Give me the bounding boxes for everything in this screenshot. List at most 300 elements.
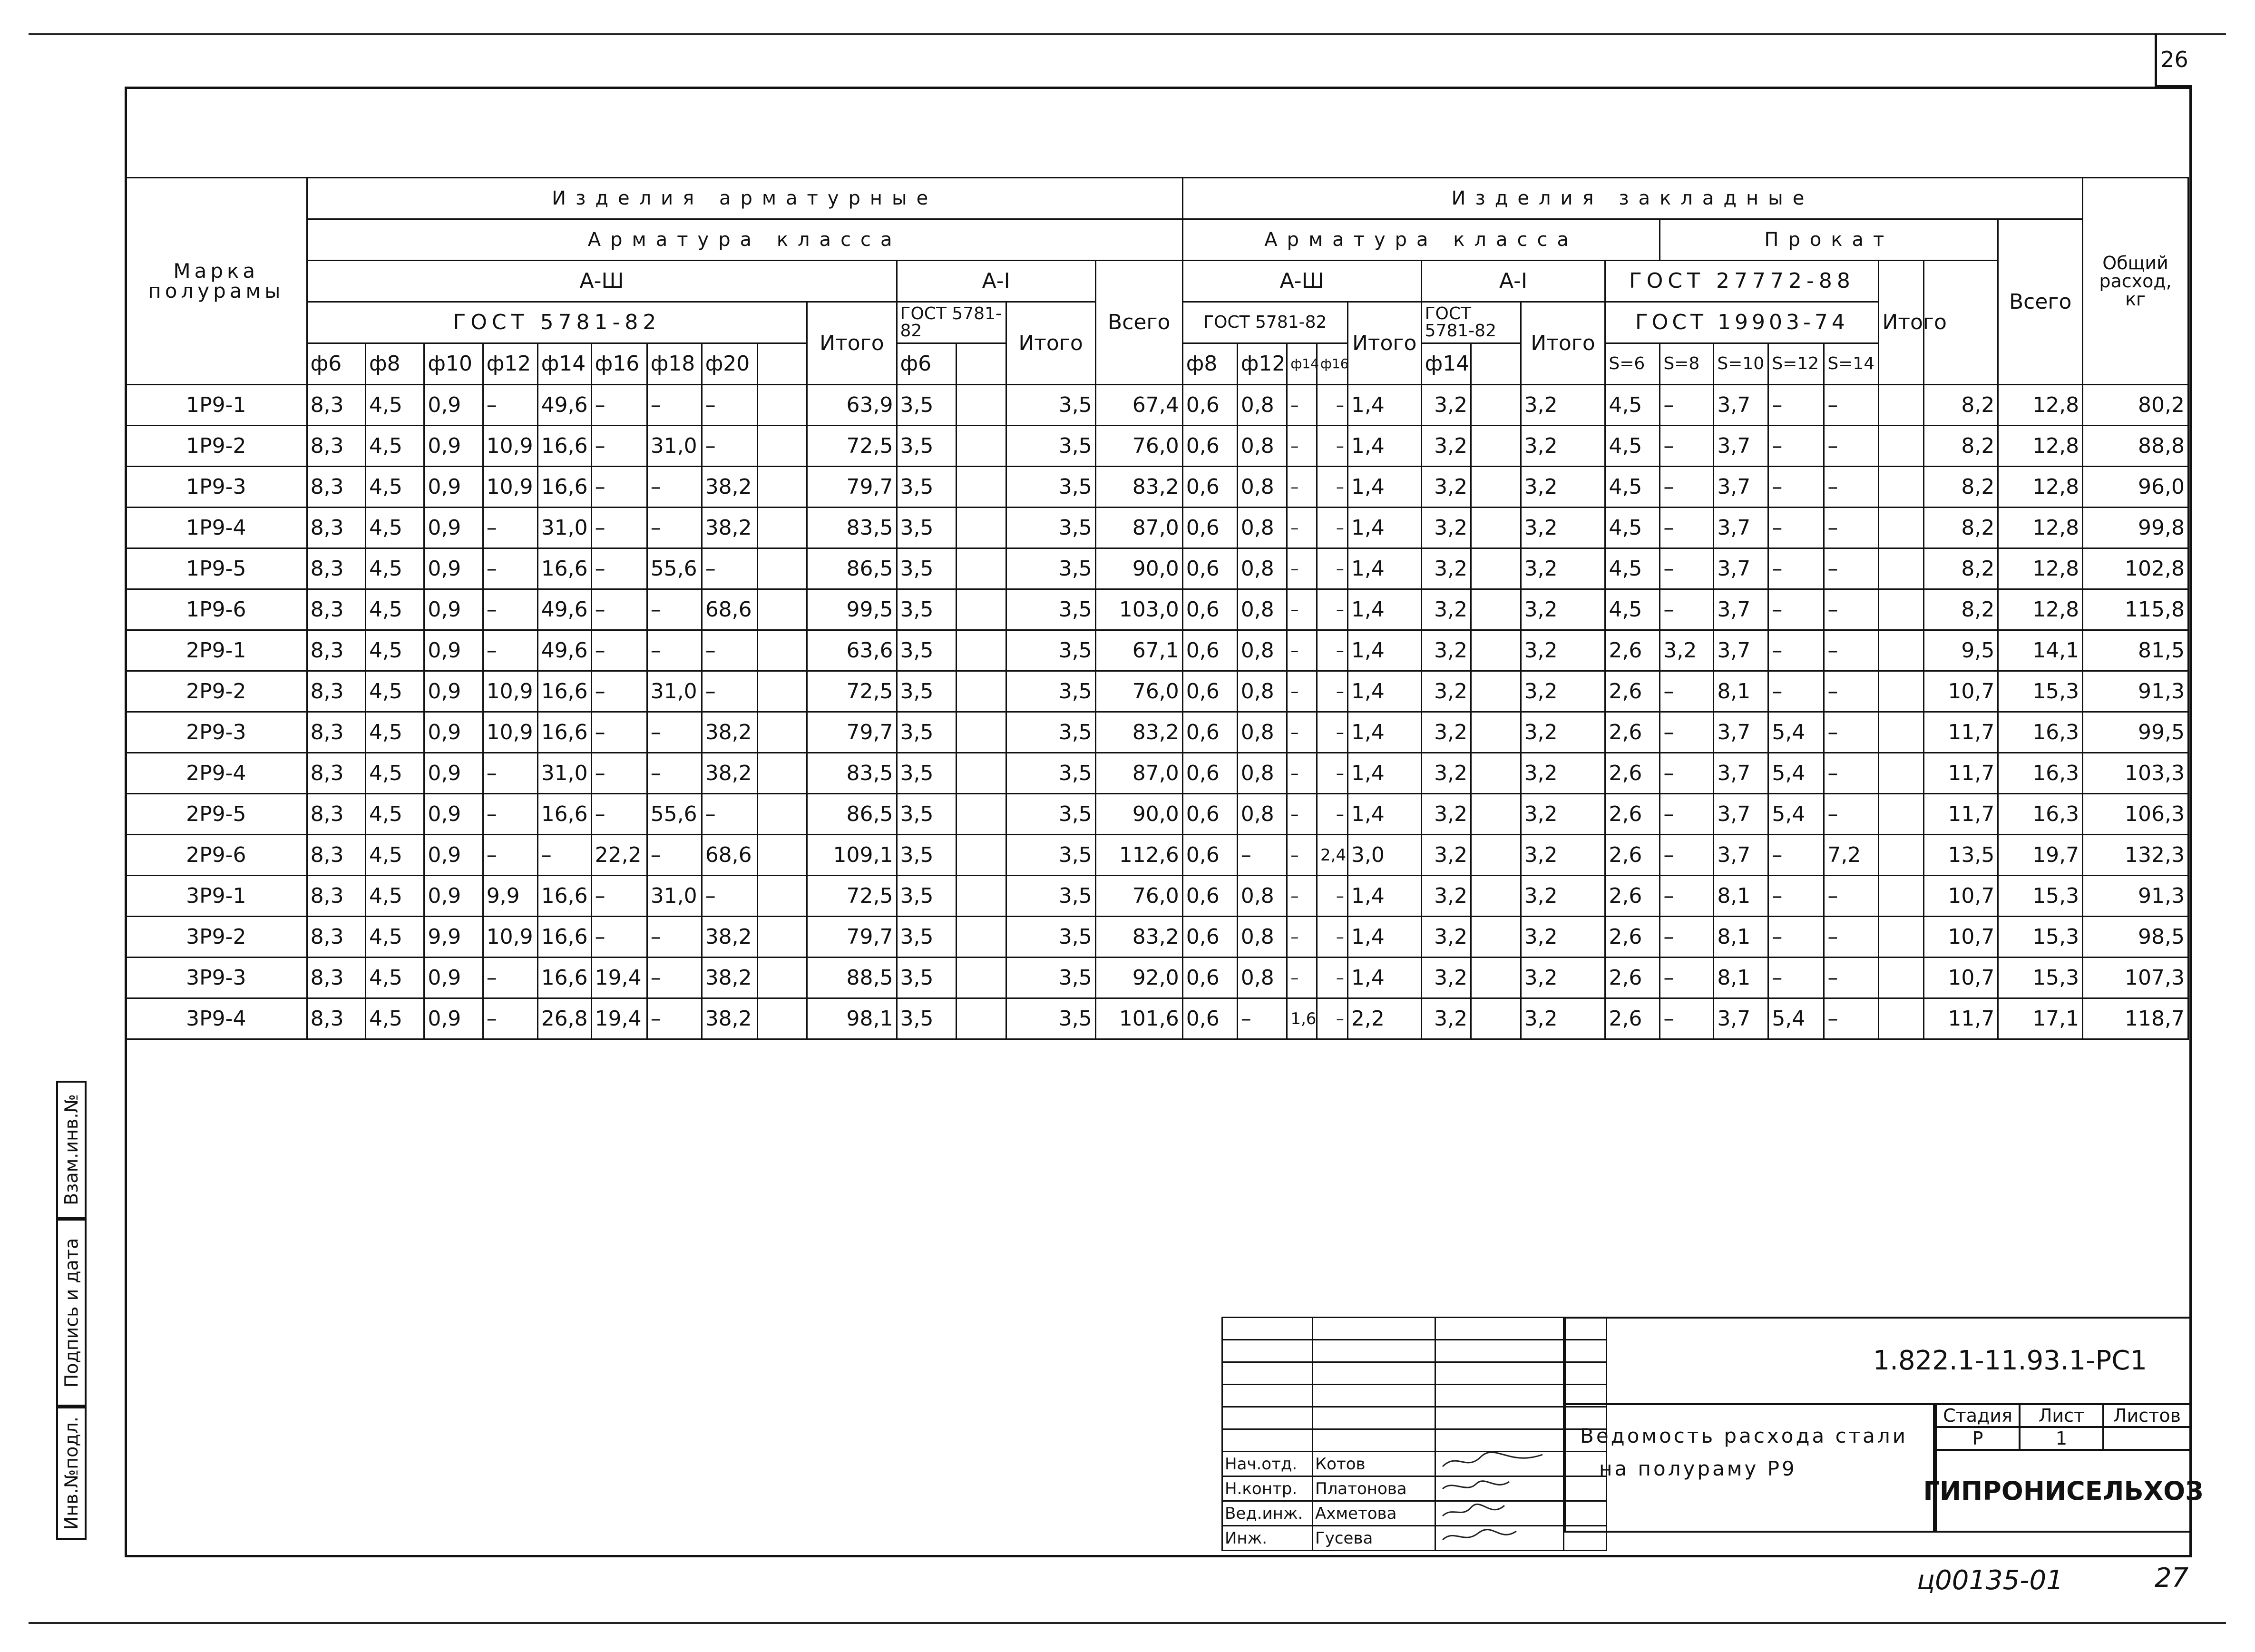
table-cell: 0,6 [1182, 426, 1237, 467]
table-cell: – [1287, 876, 1317, 917]
header-diam-12: ф12 [483, 343, 537, 385]
table-cell: 88,8 [2083, 426, 2188, 467]
header-gost-a1: ГОСТ 5781-82 [897, 302, 1006, 343]
table-cell: – [483, 508, 537, 548]
table-cell: 22,2 [591, 835, 647, 876]
empty-cell [757, 835, 807, 876]
table-cell: 99,8 [2083, 508, 2188, 548]
table-cell: 3,5 [1006, 998, 1095, 1039]
table-cell: – [1824, 589, 1879, 630]
table-cell: 2,6 [1605, 671, 1660, 712]
table-cell: – [647, 712, 702, 753]
table-cell: 0,6 [1182, 630, 1237, 671]
table-row [126, 671, 2188, 712]
name-1: Платонова [1313, 1476, 1435, 1501]
empty-cell [757, 630, 807, 671]
header-zak-diam-8: ф8 [1182, 343, 1237, 385]
table-cell: – [1317, 508, 1348, 548]
table-cell: 16,6 [537, 917, 591, 958]
table-cell: 4,5 [365, 753, 424, 794]
table-cell: 0,8 [1237, 385, 1287, 426]
table-cell: 3,5 [1006, 426, 1095, 467]
table-cell: 8,3 [307, 630, 365, 671]
sheet-number-box [2155, 33, 2192, 88]
table-cell: 3,2 [1421, 876, 1471, 917]
table-cell: 3,7 [1714, 630, 1768, 671]
table-cell: 11,7 [1923, 794, 1998, 835]
table-cell: 0,9 [424, 385, 483, 426]
table-cell: 2,6 [1605, 794, 1660, 835]
org-name: ГИПРОНИСЕЛЬХОЗ [1923, 1476, 2204, 1506]
table-cell: 3,5 [897, 548, 956, 589]
org-cell [1923, 1449, 2204, 1533]
table-cell: 1,6 [1287, 998, 1317, 1039]
table-cell: 3,5 [897, 630, 956, 671]
table-cell: 3,2 [1521, 712, 1605, 753]
table-cell: 3,5 [1006, 712, 1095, 753]
table-cell: – [647, 630, 702, 671]
table-cell: 3,5 [897, 712, 956, 753]
table-cell: 3,2 [1521, 998, 1605, 1039]
table-cell: 72,5 [807, 426, 897, 467]
table-cell: 3,7 [1714, 835, 1768, 876]
table-cell: 112,6 [1095, 835, 1182, 876]
table-cell: 13,5 [1923, 835, 1998, 876]
table-row [126, 548, 2188, 589]
table-cell: 3,2 [1421, 917, 1471, 958]
table-cell: 49,6 [537, 630, 591, 671]
header-arm-klassa-2: Арматура класса [1182, 219, 1660, 261]
side-box-inv [56, 1407, 87, 1540]
table-cell: 10,9 [483, 467, 537, 508]
table-cell: 68,6 [702, 589, 757, 630]
table-cell: 0,6 [1182, 835, 1237, 876]
table-cell: 3,0 [1347, 835, 1421, 876]
doc-title-line-2: на полураму Р9 [1599, 1457, 1797, 1480]
table-cell: 3,2 [1521, 835, 1605, 876]
signature-3 [1435, 1526, 1564, 1551]
header-itogo-prokat: Итого [1879, 261, 1923, 385]
empty-cell [956, 753, 1006, 794]
table-cell: 68,6 [702, 835, 757, 876]
table-cell: 2,6 [1605, 958, 1660, 998]
table-cell: 9,9 [424, 917, 483, 958]
table-cell: – [647, 385, 702, 426]
table-cell: 0,8 [1237, 712, 1287, 753]
table-cell: – [483, 794, 537, 835]
table-cell: – [1824, 426, 1879, 467]
table-cell: 11,7 [1923, 753, 1998, 794]
sheet-label: Лист [2038, 1405, 2085, 1426]
table-cell: 1,4 [1347, 589, 1421, 630]
table-cell: – [647, 753, 702, 794]
table-cell: 4,5 [365, 426, 424, 467]
table-cell: 88,5 [807, 958, 897, 998]
table-cell: – [1660, 385, 1714, 426]
table-cell: 4,5 [365, 835, 424, 876]
table-cell: – [1660, 548, 1714, 589]
table-cell: 72,5 [807, 671, 897, 712]
table-cell: – [1317, 998, 1348, 1039]
table-cell: 0,8 [1237, 876, 1287, 917]
empty-cell [757, 917, 807, 958]
table-cell: – [1824, 508, 1879, 548]
table-cell: 8,3 [307, 385, 365, 426]
header-gost-zak-a1: ГОСТ 5781-82 [1421, 302, 1521, 343]
table-cell: 19,4 [591, 958, 647, 998]
table-cell: – [1317, 794, 1348, 835]
table-cell: 3,2 [1421, 548, 1471, 589]
table-row [126, 998, 2188, 1039]
table-cell: 3,2 [1421, 794, 1471, 835]
empty-cell [1879, 630, 1923, 671]
row-mark: 1Р9-5 [126, 548, 307, 589]
table-cell: 26,8 [537, 998, 591, 1039]
table-cell: 83,5 [807, 753, 897, 794]
table-cell: 19,7 [1998, 835, 2083, 876]
table-cell: 132,3 [2083, 835, 2188, 876]
table-cell: 5,4 [1768, 794, 1824, 835]
table-cell: 12,8 [1998, 426, 2083, 467]
table-cell: 16,6 [537, 876, 591, 917]
table-cell: 3,7 [1714, 508, 1768, 548]
table-cell: 3,2 [1421, 589, 1471, 630]
table-cell: – [1768, 426, 1824, 467]
table-cell: 1,4 [1347, 958, 1421, 998]
table-cell: 0,6 [1182, 876, 1237, 917]
table-cell: 3,2 [1421, 835, 1471, 876]
table-cell: – [702, 548, 757, 589]
table-cell: 10,7 [1923, 917, 1998, 958]
table-cell: – [1287, 671, 1317, 712]
empty-cell [757, 794, 807, 835]
empty-cell [1879, 385, 1923, 426]
table-cell: – [1287, 630, 1317, 671]
table-cell: – [1660, 753, 1714, 794]
header-diam-14: ф14 [537, 343, 591, 385]
table-cell: 4,5 [1605, 385, 1660, 426]
header-gost-19903: ГОСТ 19903-74 [1605, 302, 1879, 343]
table-cell: 1,4 [1347, 508, 1421, 548]
empty-cell [757, 671, 807, 712]
table-cell: – [1660, 958, 1714, 998]
name-3: Гусева [1313, 1526, 1435, 1551]
table-cell: – [1317, 426, 1348, 467]
header-vsego-arm: Всего [1095, 261, 1182, 385]
table-cell: 76,0 [1095, 426, 1182, 467]
table-cell: – [483, 548, 537, 589]
table-cell: 3,5 [897, 753, 956, 794]
table-cell: 0,9 [424, 548, 483, 589]
header-a3: А-Ш [307, 261, 897, 302]
table-cell: 0,9 [424, 876, 483, 917]
table-cell: 90,0 [1095, 548, 1182, 589]
side-box-vzam [56, 1081, 87, 1219]
header-s-12: S=12 [1768, 343, 1824, 385]
table-cell: – [1317, 753, 1348, 794]
empty-cell [757, 548, 807, 589]
table-cell: – [1287, 548, 1317, 589]
table-cell: – [1768, 835, 1824, 876]
table-cell: – [1287, 794, 1317, 835]
table-cell: 86,5 [807, 548, 897, 589]
table-cell: 3,2 [1521, 958, 1605, 998]
table-cell: 87,0 [1095, 753, 1182, 794]
table-cell: – [1660, 712, 1714, 753]
header-mark: Марка полурамы [126, 178, 307, 385]
header-zak-a1-diam: ф14 [1421, 343, 1471, 385]
table-cell: 3,2 [1521, 548, 1605, 589]
data-rows [126, 385, 2188, 1039]
table-cell: 8,1 [1714, 671, 1768, 712]
header-itogo-a3: Итого [807, 302, 897, 385]
table-cell: 83,2 [1095, 917, 1182, 958]
table-cell: 9,5 [1923, 630, 1998, 671]
row-mark: 1Р9-1 [126, 385, 307, 426]
table-cell: 115,8 [2083, 589, 2188, 630]
table-cell: – [1287, 958, 1317, 998]
empty-cell [1879, 712, 1923, 753]
table-cell: – [591, 467, 647, 508]
table-cell: 0,9 [424, 958, 483, 998]
table-cell: 4,5 [1605, 589, 1660, 630]
empty-cell [757, 589, 807, 630]
table-cell: 10,9 [483, 712, 537, 753]
table-cell: – [1660, 917, 1714, 958]
table-cell: 3,2 [1421, 958, 1471, 998]
empty-cell [1471, 958, 1521, 998]
table-cell: – [1768, 589, 1824, 630]
table-cell: 8,3 [307, 835, 365, 876]
table-cell: 16,3 [1998, 712, 2083, 753]
header-zak-diam-14: ф14 [1287, 343, 1317, 385]
table-cell: – [1824, 671, 1879, 712]
table-cell: 8,3 [307, 467, 365, 508]
table-cell: 19,4 [591, 998, 647, 1039]
empty-cell [1879, 876, 1923, 917]
table-cell: 4,5 [365, 589, 424, 630]
table-cell: 1,4 [1347, 548, 1421, 589]
table-cell: 16,6 [537, 548, 591, 589]
table-row [126, 876, 2188, 917]
empty-cell [956, 712, 1006, 753]
empty-cell [1471, 753, 1521, 794]
empty-cell [1879, 589, 1923, 630]
empty-cell [1471, 548, 1521, 589]
table-cell: 3,5 [897, 958, 956, 998]
table-cell: 4,5 [1605, 508, 1660, 548]
table-cell: 3,5 [1006, 753, 1095, 794]
table-cell: – [1768, 630, 1824, 671]
table-cell: – [1824, 876, 1879, 917]
table-cell: 3,5 [1006, 589, 1095, 630]
empty-cell [1471, 917, 1521, 958]
header-gost-27772: ГОСТ 27772-88 [1605, 261, 1879, 302]
row-mark: 2Р9-5 [126, 794, 307, 835]
table-cell: 12,8 [1998, 467, 2083, 508]
table-cell: 98,5 [2083, 917, 2188, 958]
table-cell: – [647, 998, 702, 1039]
table-cell: 31,0 [647, 426, 702, 467]
header-arm-klassa-1: Арматура класса [307, 219, 1182, 261]
table-cell: 67,4 [1095, 385, 1182, 426]
table-cell: 3,7 [1714, 589, 1768, 630]
signature-1 [1435, 1476, 1564, 1501]
table-cell: 91,3 [2083, 876, 2188, 917]
table-cell: – [1317, 630, 1348, 671]
side-label-podpis: Подпись и дата [61, 1238, 82, 1388]
stage-value: Р [1972, 1428, 1983, 1449]
table-row [126, 712, 2188, 753]
table-cell: 76,0 [1095, 876, 1182, 917]
table-cell: 0,8 [1237, 508, 1287, 548]
sheet-cell [2019, 1426, 2104, 1451]
table-cell: 106,3 [2083, 794, 2188, 835]
side-label-inv: Инв.№подл. [61, 1416, 82, 1530]
table-cell: 3,2 [1521, 630, 1605, 671]
role-1: Н.контр. [1222, 1476, 1313, 1501]
table-cell: 3,2 [1521, 508, 1605, 548]
table-cell: – [537, 835, 591, 876]
table-cell: – [702, 671, 757, 712]
table-cell: 16,6 [537, 671, 591, 712]
signature-0 [1435, 1452, 1564, 1476]
header-vsego-zak: Всего [1998, 219, 2083, 385]
header-empty-a3 [757, 343, 807, 385]
table-cell: – [647, 589, 702, 630]
table-cell: 1,4 [1347, 630, 1421, 671]
table-cell: 0,9 [424, 753, 483, 794]
table-cell: 4,5 [365, 671, 424, 712]
table-cell: 3,5 [1006, 671, 1095, 712]
table-cell: – [1317, 589, 1348, 630]
table-cell: 3,5 [1006, 835, 1095, 876]
table-cell: – [702, 794, 757, 835]
empty-cell [1879, 548, 1923, 589]
empty-cell [757, 712, 807, 753]
table-cell: – [1317, 385, 1348, 426]
sheets-cell [2102, 1426, 2192, 1451]
empty-cell [1879, 835, 1923, 876]
table-cell: 3,2 [1521, 753, 1605, 794]
table-cell: – [483, 385, 537, 426]
table-row [126, 753, 2188, 794]
table-cell: 3,2 [1521, 876, 1605, 917]
table-cell: – [591, 589, 647, 630]
header-zak-diam-16: ф16 [1317, 343, 1348, 385]
table-cell: 0,9 [424, 671, 483, 712]
table-cell: 3,5 [1006, 876, 1095, 917]
table-cell: 1,4 [1347, 385, 1421, 426]
table-cell: – [591, 426, 647, 467]
header-diam-16: ф16 [591, 343, 647, 385]
table-row [126, 426, 2188, 467]
table-cell: – [1768, 876, 1824, 917]
sheet-value: 1 [2055, 1428, 2068, 1449]
table-cell: 4,5 [365, 712, 424, 753]
table-cell: – [1824, 958, 1879, 998]
table-cell: – [1287, 385, 1317, 426]
table-cell: – [1824, 753, 1879, 794]
header-zak-a3: А-Ш [1182, 261, 1421, 302]
table-cell: 8,3 [307, 589, 365, 630]
table-cell: – [1237, 998, 1287, 1039]
empty-cell [1471, 508, 1521, 548]
table-cell: 101,6 [1095, 998, 1182, 1039]
header-total: Общий расход, кг [2083, 178, 2188, 385]
table-cell: – [1660, 508, 1714, 548]
table-cell: 3,5 [1006, 548, 1095, 589]
table-cell: 8,1 [1714, 917, 1768, 958]
table-cell: 83,2 [1095, 467, 1182, 508]
table-cell: 8,3 [307, 917, 365, 958]
table-cell: – [591, 917, 647, 958]
table-cell: 1,4 [1347, 794, 1421, 835]
row-mark: 1Р9-6 [126, 589, 307, 630]
table-cell: 17,1 [1998, 998, 2083, 1039]
table-cell: 86,5 [807, 794, 897, 835]
table-cell: 0,8 [1237, 671, 1287, 712]
empty-cell [956, 958, 1006, 998]
table-cell: 3,5 [897, 876, 956, 917]
table-cell: 99,5 [807, 589, 897, 630]
bottom-rule [29, 1622, 2226, 1624]
table-cell: 0,9 [424, 426, 483, 467]
name-2: Ахметова [1313, 1501, 1435, 1526]
table-cell: – [1768, 671, 1824, 712]
empty-cell [1879, 958, 1923, 998]
table-cell: 3,5 [1006, 917, 1095, 958]
table-cell: – [483, 753, 537, 794]
table-cell: 99,5 [2083, 712, 2188, 753]
table-cell: 103,0 [1095, 589, 1182, 630]
header-diam-10: ф10 [424, 343, 483, 385]
table-cell: – [1317, 548, 1348, 589]
table-cell: 2,2 [1347, 998, 1421, 1039]
empty-cell [1879, 917, 1923, 958]
table-row [126, 385, 2188, 426]
row-mark: 3Р9-2 [126, 917, 307, 958]
table-cell: 4,5 [365, 385, 424, 426]
header-gost-5781-a: ГОСТ 5781-82 [307, 302, 807, 343]
empty-cell [1879, 794, 1923, 835]
table-cell: – [1317, 467, 1348, 508]
table-cell: 3,2 [1521, 385, 1605, 426]
table-cell: 3,7 [1714, 548, 1768, 589]
table-cell: 0,8 [1237, 794, 1287, 835]
empty-cell [1471, 630, 1521, 671]
row-mark: 2Р9-6 [126, 835, 307, 876]
table-cell: 8,2 [1923, 385, 1998, 426]
stage-cell [1935, 1426, 2021, 1451]
table-cell: 1,4 [1347, 876, 1421, 917]
table-cell: 5,4 [1768, 753, 1824, 794]
table-cell: 3,5 [897, 467, 956, 508]
table-cell: 55,6 [647, 794, 702, 835]
table-cell: – [1287, 917, 1317, 958]
table-cell: 3,2 [1421, 753, 1471, 794]
top-rule [29, 33, 2226, 35]
table-cell: 2,6 [1605, 835, 1660, 876]
table-cell: 4,5 [365, 508, 424, 548]
empty-cell [956, 630, 1006, 671]
table-cell: 3,2 [1421, 998, 1471, 1039]
table-cell: 3,2 [1421, 671, 1471, 712]
table-cell: – [1824, 385, 1879, 426]
empty-cell [956, 548, 1006, 589]
table-cell: – [1660, 589, 1714, 630]
table-cell: 4,5 [365, 917, 424, 958]
